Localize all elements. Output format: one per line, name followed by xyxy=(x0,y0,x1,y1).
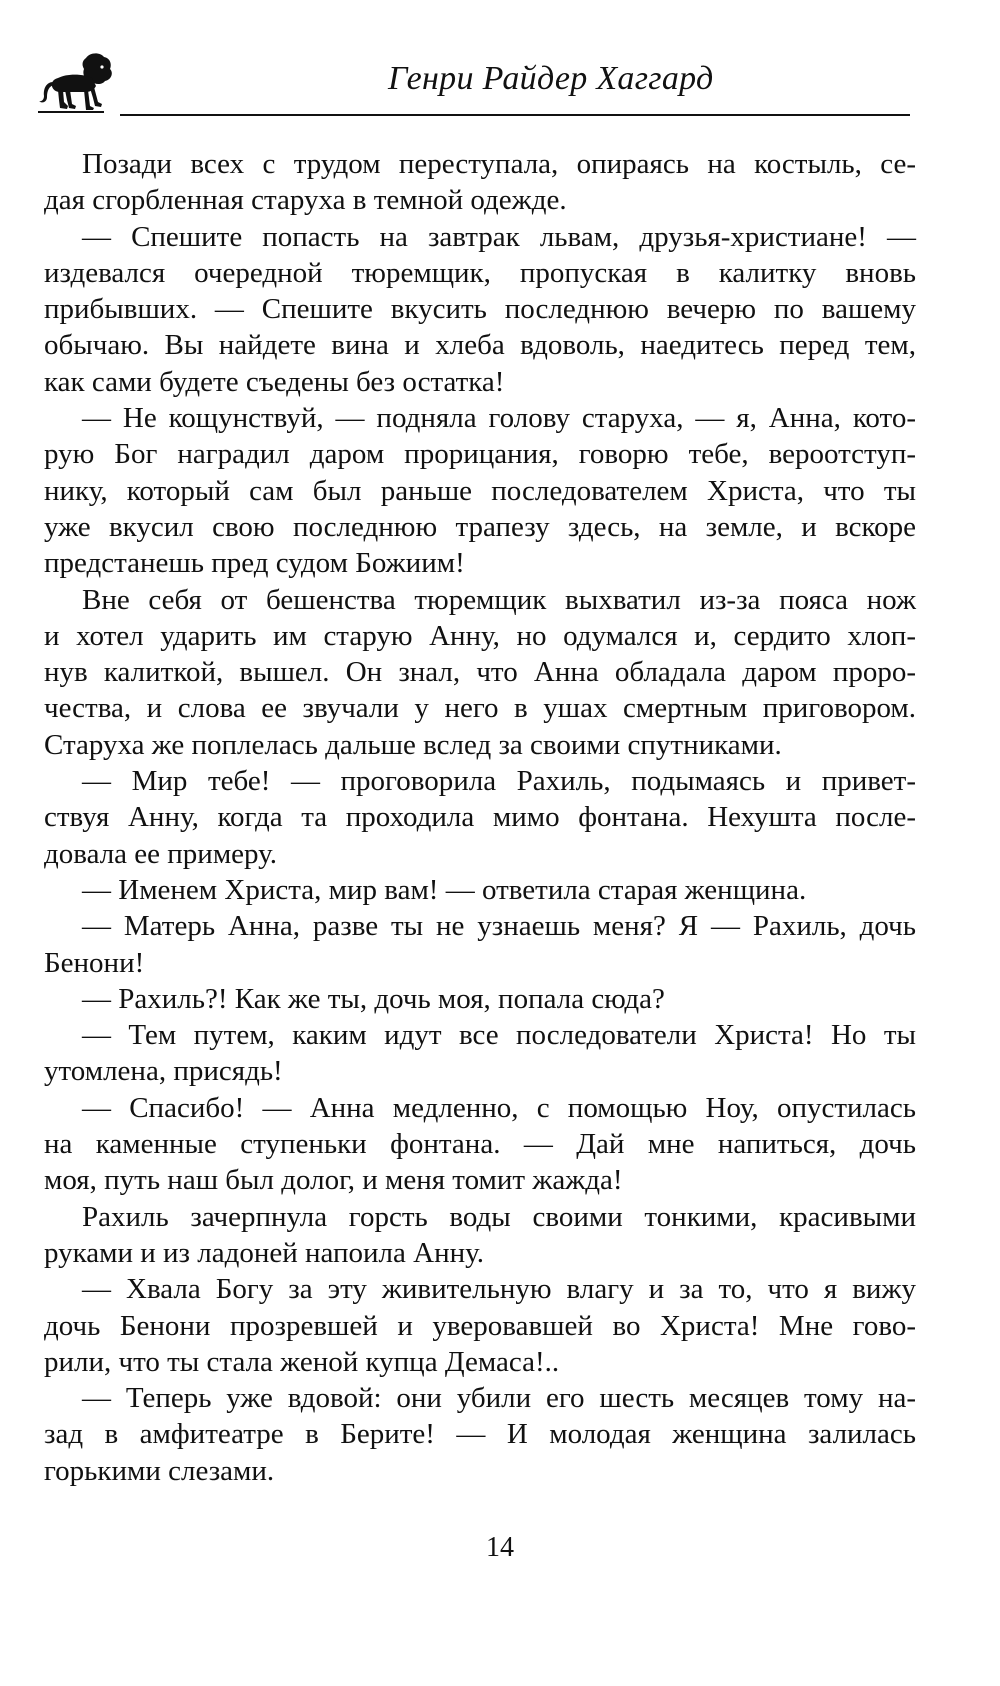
header-rule xyxy=(120,114,910,116)
text-line: на каменные ступеньки фонтана. — Дай мне напиться, дочь xyxy=(44,1128,916,1161)
text-line: рую Бог наградил даром прорицания, говорю тебе, вероотступ- xyxy=(44,438,916,471)
text-line: довала ее примеру. xyxy=(44,837,278,870)
text-line: Вне себя от бешенства тюремщик выхватил из-за пояса нож xyxy=(82,583,916,616)
paragraph xyxy=(44,400,916,581)
text-line: Бенони! xyxy=(44,946,145,979)
paragraph xyxy=(44,1199,916,1272)
text-line: моя, путь наш был долог, и меня томит жажда! xyxy=(44,1164,623,1197)
paragraph xyxy=(44,1271,916,1380)
text-line: издевался очередной тюремщик, пропуская в калитку вновь xyxy=(44,256,916,289)
lion-icon xyxy=(38,52,118,114)
text-line: рили, что ты стала женой купца Демаса!.. xyxy=(44,1345,560,1378)
paragraph xyxy=(44,219,916,400)
text-line: — Матерь Анна, разве ты не узнаешь меня? Я — Рахиль, дочь xyxy=(82,910,916,943)
text-line: — Именем Христа, мир вам! — ответила старая женщина. xyxy=(82,873,807,906)
text-line: ствуя Анну, когда та проходила мимо фонтана. Нехушта после- xyxy=(44,801,916,834)
paragraph xyxy=(44,981,916,1017)
paragraph xyxy=(44,872,916,908)
paragraph xyxy=(44,763,916,872)
text-line: — Спешите попасть на завтрак львам, друзья-христиане! — xyxy=(82,220,916,253)
running-header xyxy=(38,52,908,122)
page-number: 14 xyxy=(486,1532,514,1563)
text-line: — Спасибо! — Анна медленно, с помощью Ноу, опустилась xyxy=(82,1091,916,1124)
text-line: Старуха же поплелась дальше вслед за своими спутниками. xyxy=(44,728,782,761)
paragraph xyxy=(44,1090,916,1199)
text-line: — Рахиль?! Как же ты, дочь моя, попала сюда? xyxy=(82,982,665,1015)
text-line: прибывших. — Спешите вкусить последнюю вечерю по вашему xyxy=(44,293,916,326)
text-line: чества, и слова ее звучали у него в ушах смертным приговором. xyxy=(44,692,916,725)
text-line: уже вкусил свою последнюю трапезу здесь, на земле, и вскоре xyxy=(44,510,916,543)
text-line: нику, который сам был раньше последователем Христа, что ты xyxy=(44,474,916,507)
text-line: — Теперь уже вдовой: они убили его шесть месяцев тому на- xyxy=(82,1382,916,1415)
body-text xyxy=(44,146,916,1489)
text-line: Позади всех с трудом переступала, опираясь на костыль, се- xyxy=(82,148,916,180)
text-line: предстанешь пред судом Божиим! xyxy=(44,547,465,580)
text-line: Рахиль зачерпнула горсть воды своими тонкими, красивыми xyxy=(82,1200,916,1233)
text-line: и хотел ударить им старую Анну, но одумался и, сердито хлоп- xyxy=(44,619,916,652)
text-line: дая сгорбленная старуха в темной одежде. xyxy=(44,184,567,217)
text-line: нув калиткой, вышел. Он знал, что Анна обладала даром проро- xyxy=(44,656,916,689)
paragraph xyxy=(44,908,916,981)
text-line: горькими слезами. xyxy=(44,1454,275,1487)
paragraph xyxy=(44,1017,916,1090)
text-line: обычаю. Вы найдете вина и хлеба вдоволь, наедитесь перед тем, xyxy=(44,329,916,362)
text-line: — Хвала Богу за эту живительную влагу и за то, что я вижу xyxy=(82,1273,916,1306)
text-line: утомлена, присядь! xyxy=(44,1055,283,1088)
text-line: зад в амфитеатре в Берите! — И молодая женщина залилась xyxy=(44,1418,916,1451)
text-line: — Не кощунствуй, — подняла голову старуха, — я, Анна, кото- xyxy=(82,402,916,435)
text-line: как сами будете съедены без остатка! xyxy=(44,365,505,398)
text-line: — Тем путем, каким идут все последователи Христа! Но ты xyxy=(82,1019,916,1052)
paragraph xyxy=(44,582,916,763)
text-line: руками и из ладоней напоила Анну. xyxy=(44,1236,484,1269)
text-line: дочь Бенони прозревшей и уверовавшей во Христа! Мне гово- xyxy=(44,1309,916,1342)
running-title: Генри Райдер Хаггард xyxy=(388,60,714,97)
text-line: — Мир тебе! — проговорила Рахиль, подымаясь и привет- xyxy=(82,765,916,798)
paragraph xyxy=(44,146,916,219)
paragraph xyxy=(44,1380,916,1489)
